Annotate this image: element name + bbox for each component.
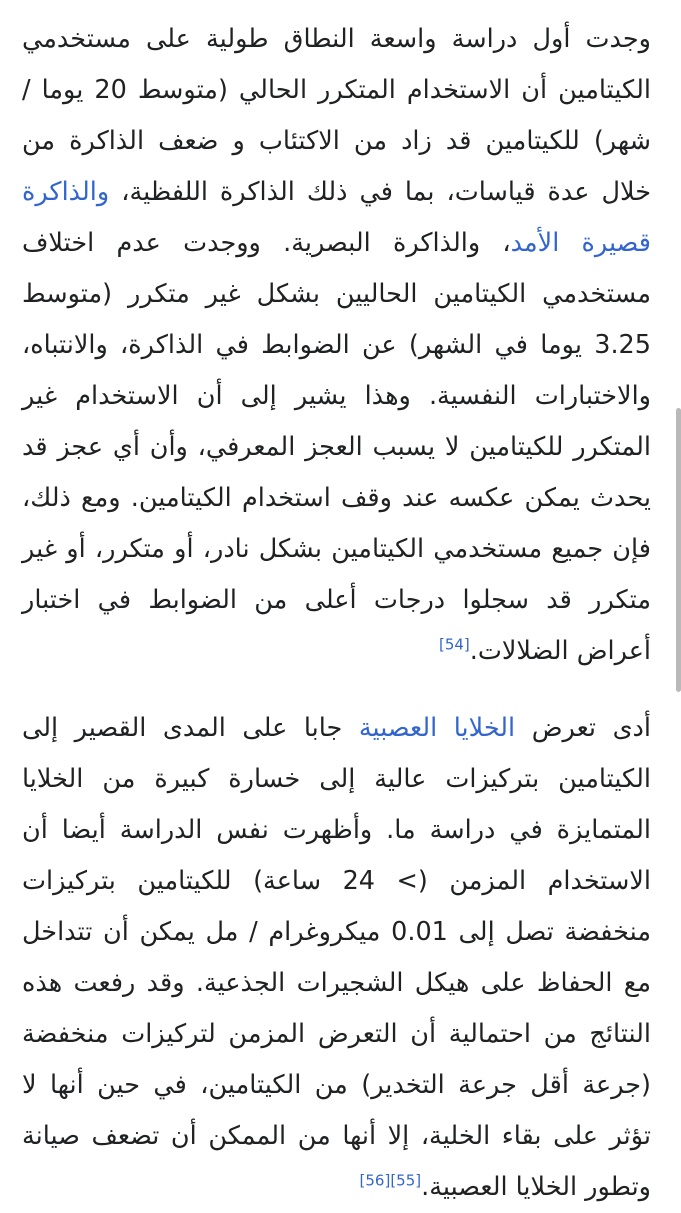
scrollbar-thumb[interactable] [676, 408, 681, 692]
link-short-term-memory[interactable]: والذاكرة قصيرة الأمد [22, 177, 651, 258]
paragraph-text: جابا على المدى القصير إلى الكيتامين بتركيزات عالية إلى خسارة كبيرة من الخلايا المتمايزة في دراسة ما. وأظهرت نفس الدراسة أيضا أن الاستخدام المزمن (> 24 ساعة) للكيتامين بتركيزات منخفضة تصل إلى 0.01 ميكروغرام / مل يمكن أن تتداخل مع الحفاظ على هيكل الشجيرات الجذعية. وقد رفعت هذه النتائج من احتمالية أن التعرض المزمن لتركيزات منخفضة (جرعة أقل جرعة التخدير) من الكيتامين، في حين أنها لا تؤثر على بقاء الخلية، إلا أنها من الممكن أن تضعف صيانة وتطور الخلايا العصبية. [22, 713, 651, 1202]
citation-link[interactable]: [55] [390, 1171, 422, 1190]
paragraph-neurons-exposure [22, 703, 651, 1213]
paragraph-text: ، والذاكرة البصرية. ووجدت عدم اختلاف مستخدمي الكيتامين الحاليين بشكل غير متكرر (متوسط 3.25 يوما في الشهر) عن الضوابط في الذاكرة، والانتباه، والاختبارات النفسية. وهذا يشير إلى أن الاستخدام غير المتكرر للكيتامين لا يسبب العجز المعرفي، وأن أي عجز قد يحدث يمكن عكسه عند وقف استخدام الكيتامين. ومع ذلك، فإن جميع مستخدمي الكيتامين بشكل نادر، أو متكرر، أو غير متكرر قد سجلوا درجات أعلى من الضوابط في اختبار أعراض الضلالات. [22, 228, 651, 666]
paragraph-ketamine-memory-study [22, 14, 651, 677]
paragraph-text: وجدت أول دراسة واسعة النطاق طولية على مستخدمي الكيتامين أن الاستخدام المتكرر الحالي (متوسط 20 يوما / شهر) للكيتامين قد زاد من الاكتئاب و ضعف الذاكرة من خلال عدة قياسات، بما في ذلك الذاكرة اللفظية، [22, 24, 651, 207]
link-neurons[interactable]: الخلايا العصبية [358, 713, 516, 743]
citation-link[interactable]: [56] [359, 1171, 391, 1190]
paragraph-text: أدى تعرض [515, 713, 651, 743]
citation-link[interactable]: [54] [438, 635, 470, 654]
